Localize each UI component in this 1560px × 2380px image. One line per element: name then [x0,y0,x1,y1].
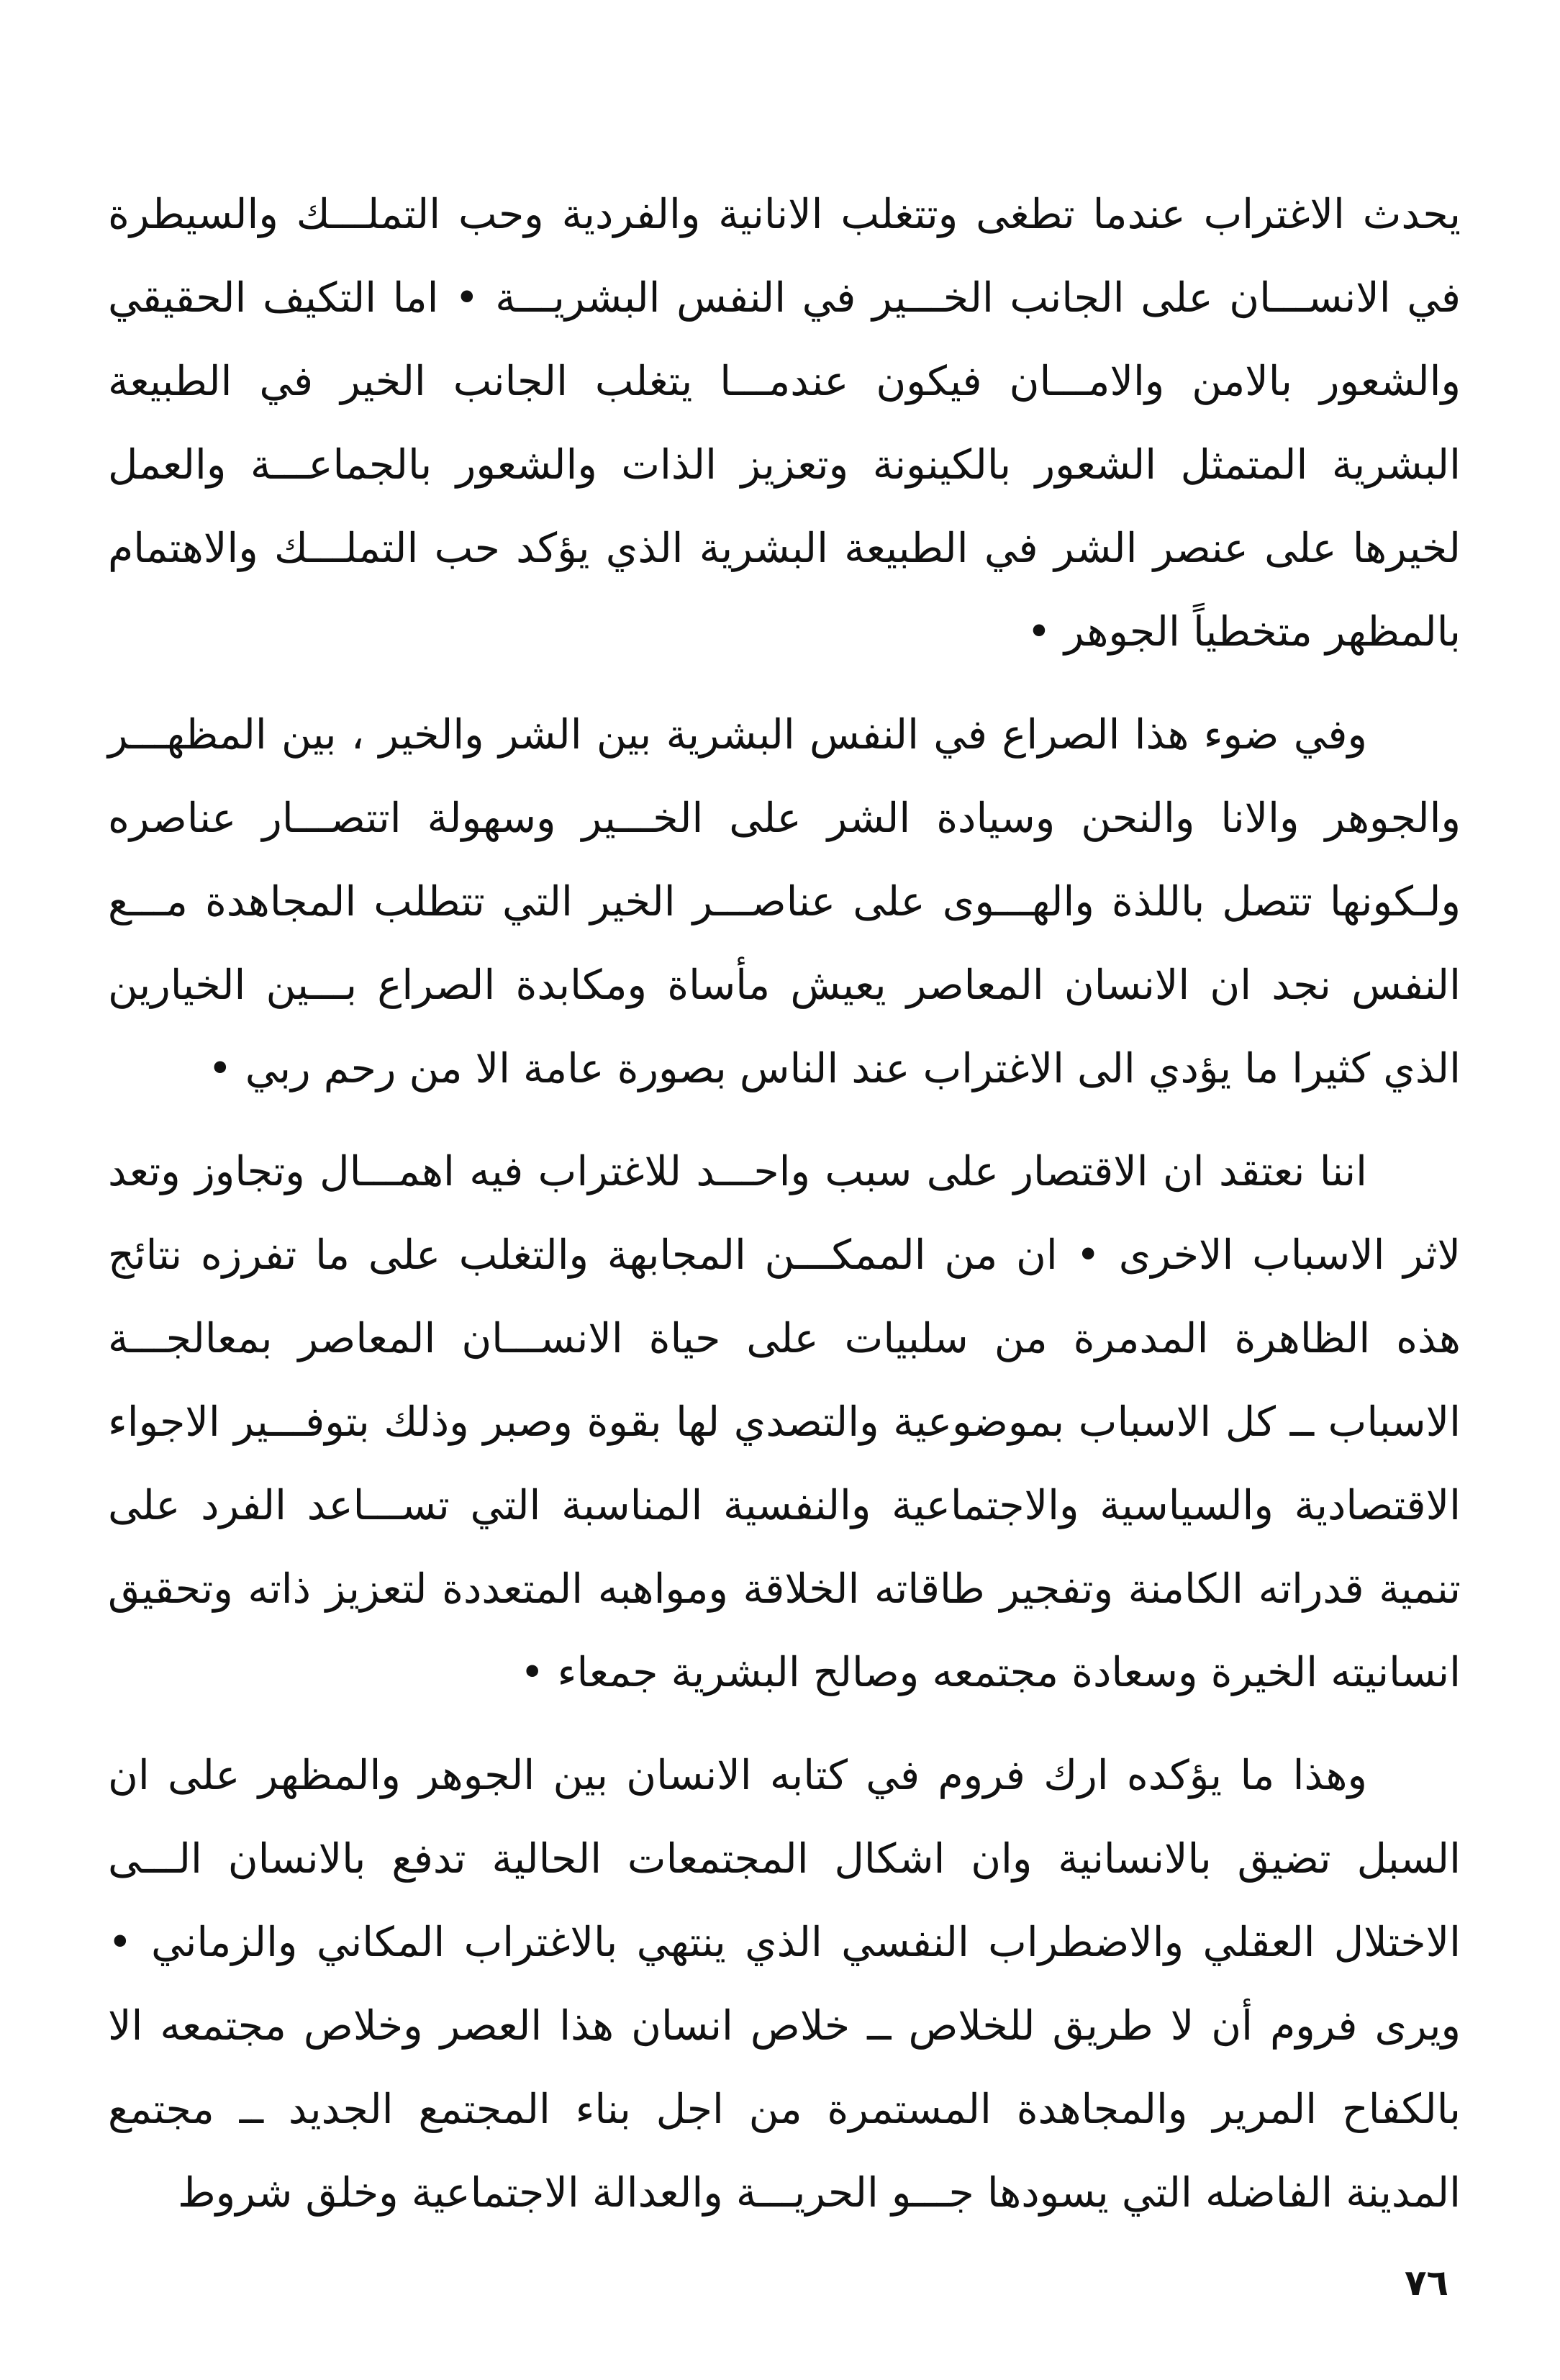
paragraph-3: اننا نعتقد ان الاقتصار على سبب واحـــد للاغتراب فيه اهمـــال وتجاوز وتعد لاثر الاسباب الاخرى • ان من الممكـــن المجابهة والتغلب على ما تفرزه نتائج هذه الظاهرة المدمرة من سلبيات على حياة الانســـان المعاصر بمعالجـــة الاسباب ــ كل الاسباب بموضوعية والتصدي لها بقوة وصبر وذلك بتوفـــير الاجواء الاقتصادية والسياسية والاجتماعية والنفسية المناسبة التي تســـاعد الفرد على تنمية قدراته الكامنة وتفجير طاقاته الخلاقة ومواهبه المتعددة لتعزيز ذاته وتحقيق انسانيته الخيرة وسعادة مجتمعه وصالح البشرية جمعاء • [108,1148,1461,1696]
paragraph-2: وفي ضوء هذا الصراع في النفس البشرية بين الشر والخير ، بين المظهـــر والجوهر والانا والنحن وسيادة الشر على الخـــير وسهولة اتتصـــار عناصره ولـكونها تتصل باللذة والهـــوى على عناصـــر الخير التي تتطلب المجاهدة مـــع النفس نجد ان الانسان المعاصر يعيش مأساة ومكابدة الصراع بـــين الخيارين الذي كثيرا ما يؤدي الى الاغتراب عند الناس بصورة عامة الا من رحم ربي • [108,711,1461,1092]
page-number: ٧٦ [1405,2262,1449,2304]
paragraph-1: يحدث الاغتراب عندما تطغى وتتغلب الانانية والفردية وحب التملـــك والسيطرة في الانســـان على الجانب الخـــير في النفس البشريـــة • اما التكيف الحقيقي والشعور بالامن والامـــان فيكون عندمـــا يتغلب الجانب الخير في الطبيعة البشرية المتمثل الشعور بالكينونة وتعزيز الذات والشعور بالجماعـــة والعمل لخيرها على عنصر الشر في الطبيعة البشرية الذي يؤكد حب التملـــك والاهتمام بالمظهر متخطياً الجوهر • [108,191,1461,656]
page-body [108,173,1461,2235]
paragraph-4: وهذا ما يؤكده ارك فروم في كتابه الانسان بين الجوهر والمظهر على ان السبل تضيق بالانسانية وان اشكال المجتمعات الحالية تدفع بالانسان الـــى الاختلال العقلي والاضطراب النفسي الذي ينتهي بالاغتراب المكاني والزماني • ويرى فروم أن لا طريق للخلاص ــ خلاص انسان هذا العصر وخلاص مجتمعه الا بالكفاح المرير والمجاهدة المستمرة من اجل بناء المجتمع الجديد ــ مجتمع المدينة الفاضله التي يسودها جـــو الحريـــة والعدالة الاجتماعية وخلق شروط [108,1752,1461,2217]
